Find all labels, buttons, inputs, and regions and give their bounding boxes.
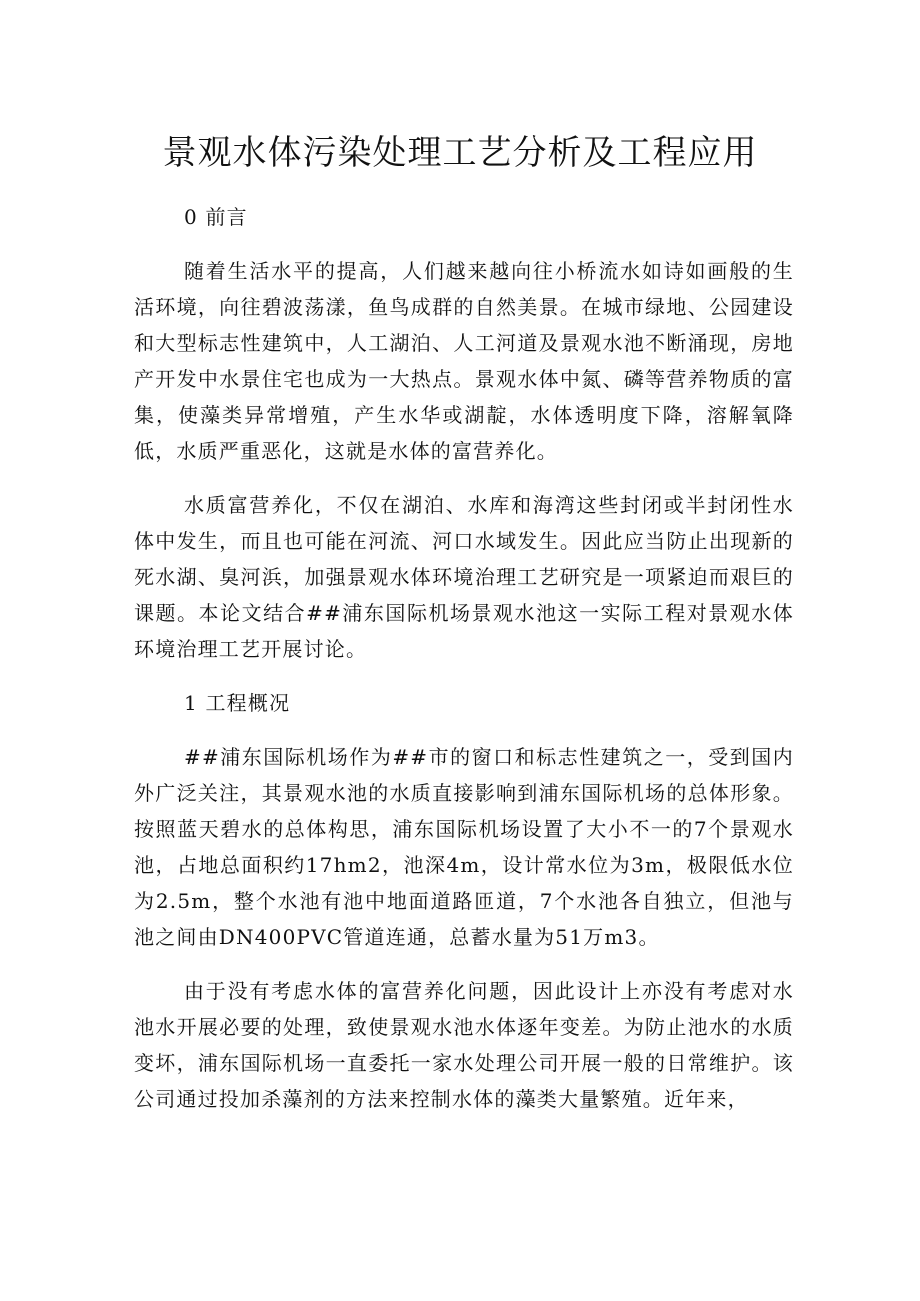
section-heading-preface: 0 前言 [184, 205, 248, 229]
paragraph: ##浦东国际机场作为##市的窗口和标志性建筑之一，受到国内外广泛关注，其景观水池的水质直接影响到浦东国际机场的总体形象。按照蓝天碧水的总体构思，浦东国际机场设置了大小不一的7个景观水池，占地总面积约17hm2，池深4m，设计常水位为3m，极限低水位为2.5m，整个水池有池中地面道路匝道，7个水池各自独立，但池与池之间由DN400PVC管道连通，总蓄水量为51万m3。 [134, 745, 794, 949]
section-heading-project-overview: 1 工程概况 [184, 691, 291, 715]
paragraph: 随着生活水平的提高，人们越来越向往小桥流水如诗如画般的生活环境，向往碧波荡漾，鱼鸟成群的自然美景。在城市绿地、公园建设和大型标志性建筑中，人工湖泊、人工河道及景观水池不断涌现，房地产开发中水景住宅也成为一大热点。景观水体中氮、磷等营养物质的富集，使藻类异常增殖，产生水华或湖靛，水体透明度下降，溶解氧降低，水质严重恶化，这就是水体的富营养化。 [134, 259, 794, 463]
document-body [134, 199, 794, 1135]
paragraph: 水质富营养化，不仅在湖泊、水库和海湾这些封闭或半封闭性水体中发生，而且也可能在河流、河口水域发生。因此应当防止出现新的死水湖、臭河浜，加强景观水体环境治理工艺研究是一项紧迫而艰巨的课题。本论文结合##浦东国际机场景观水池这一实际工程对景观水体环境治理工艺开展讨论。 [134, 493, 794, 661]
document-title: 景观水体污染处理工艺分析及工程应用 [162, 133, 758, 173]
paragraph: 由于没有考虑水体的富营养化问题，因此设计上亦没有考虑对水池水开展必要的处理，致使景观水池水体逐年变差。为防止池水的水质变坏，浦东国际机场一直委托一家水处理公司开展一般的日常维护。该公司通过投加杀藻剂的方法来控制水体的藻类大量繁殖。近年来， [134, 979, 794, 1111]
